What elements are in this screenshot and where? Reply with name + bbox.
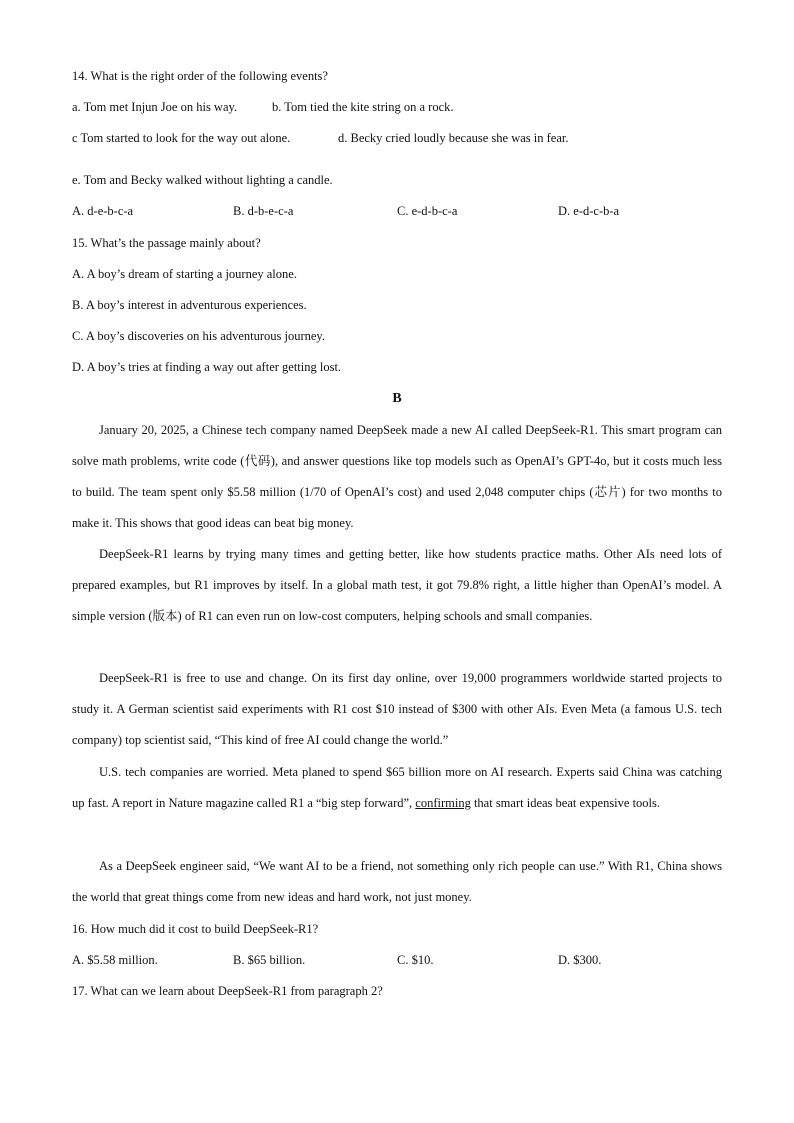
event-c: c Tom started to look for the way out alone. <box>72 131 291 145</box>
event-a: a. Tom met Injun Joe on his way. <box>72 100 238 114</box>
paragraph-4 <box>72 757 722 819</box>
option-b: B. d-b-e-c-a <box>233 204 294 218</box>
option-c: C. A boy’s discoveries on his adventurous journey. <box>72 329 325 343</box>
option-b: B. A boy’s interest in adventurous experiences. <box>72 298 307 312</box>
option-a: A. $5.58 million. <box>72 953 158 967</box>
option-b: B. $65 billion. <box>233 953 306 967</box>
option-c: C. $10. <box>397 953 434 967</box>
option-d: D. A boy’s tries at finding a way out after getting lost. <box>72 360 342 374</box>
paragraph-3: DeepSeek-R1 is free to use and change. On its first day online, over 19,000 programmers worldwide started projects to study it. A German scientist said experiments with R1 cost $10 instead of $300 with other AIs. Even Meta (a famous U.S. tech company) top scientist said, “This kind of free AI could change the world.” <box>72 671 722 747</box>
question-17-stem: 17. What can we learn about DeepSeek-R1 from paragraph 2? <box>72 984 383 998</box>
paragraph-1: January 20, 2025, a Chinese tech company named DeepSeek made a new AI called DeepSeek-R1. This smart program can solve math problems, write code (代码), and answer questions like top models such as OpenAI’s GPT-4o, but it costs much less to build. The team spent only $5.58 million (1/70 of OpenAI’s cost) and used 2,048 computer chips (芯片) for two months to make it. This shows that good ideas can beat big money. <box>72 423 722 530</box>
paragraph-4-text-end: that smart ideas beat expensive tools. <box>470 796 661 810</box>
event-d: d. Becky cried loudly because she was in fear. <box>338 131 569 145</box>
question-16-stem: 16. How much did it cost to build DeepSeek-R1? <box>72 922 319 936</box>
underlined-word: confirming <box>415 796 471 810</box>
section-title: B <box>392 391 402 406</box>
question-14-stem: 14. What is the right order of the following events? <box>72 69 328 83</box>
option-a: A. d-e-b-c-a <box>72 204 134 218</box>
paragraph-5: As a DeepSeek engineer said, “We want AI to be a friend, not something only rich people can use.” With R1, China shows the world that great things come from new ideas and hard work, not just money. <box>72 859 722 904</box>
option-a: A. A boy’s dream of starting a journey alone. <box>72 267 297 281</box>
event-e: e. Tom and Becky walked without lighting a candle. <box>72 173 333 187</box>
event-b: b. Tom tied the kite string on a rock. <box>272 100 454 114</box>
option-d: D. e-d-c-b-a <box>558 204 620 218</box>
paragraph-2: DeepSeek-R1 learns by trying many times and getting better, like how students practice maths. Other AIs need lots of prepared examples, but R1 improves by itself. In a global math test, it got 79.8% right, a little higher than OpenAI’s model. A simple version (版本) of R1 can even run on low-cost computers, helping schools and small companies. <box>72 547 722 623</box>
option-d: D. $300. <box>558 953 602 967</box>
question-15-stem: 15. What’s the passage mainly about? <box>72 236 261 250</box>
paragraph-4-text: U.S. tech companies are worried. Meta planed to spend $65 billion more on AI research. Experts said China was catching up fast. A report in Nature magazine called R1 a “big step forward”, <box>72 765 722 810</box>
option-c: C. e-d-b-c-a <box>397 204 458 218</box>
